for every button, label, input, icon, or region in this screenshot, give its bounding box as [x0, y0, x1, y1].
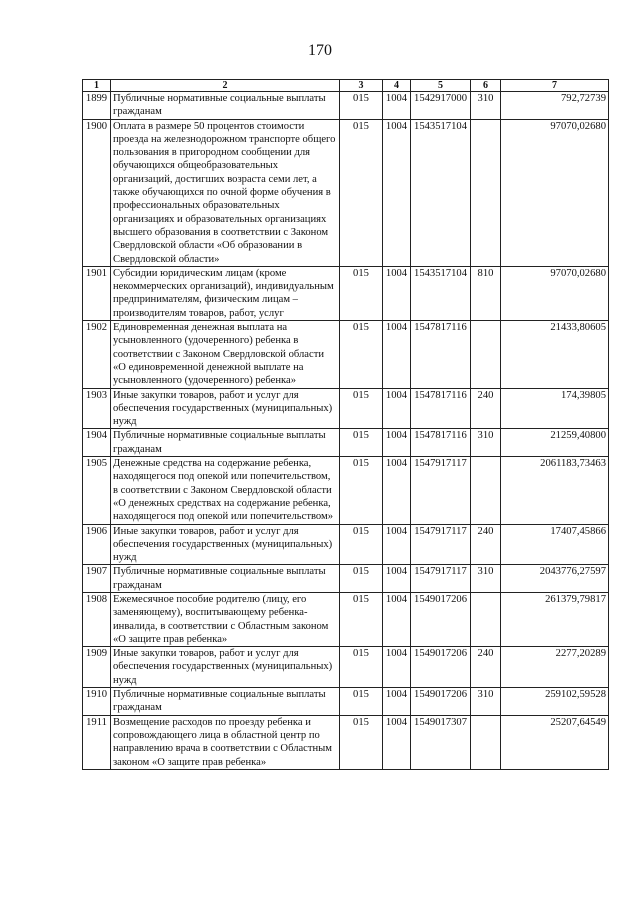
row-number: 1909	[83, 647, 111, 688]
row-section-code: 1004	[383, 688, 411, 716]
row-name: Возмещение расходов по проезду ребенка и сопровождающего лица в областной центр по направлению врача в соответствии с Областным законом «О защите прав ребенка»	[111, 715, 340, 769]
row-number: 1907	[83, 565, 111, 593]
row-number: 1901	[83, 266, 111, 320]
row-amount: 2043776,27597	[501, 565, 609, 593]
table-row	[83, 647, 609, 688]
row-name: Иные закупки товаров, работ и услуг для обеспечения государственных (муниципальных) нужд	[111, 647, 340, 688]
row-ministry-code: 015	[340, 388, 383, 429]
row-number: 1904	[83, 429, 111, 457]
table-row	[83, 266, 609, 320]
row-number: 1900	[83, 119, 111, 266]
row-target-code: 1543517104	[411, 119, 471, 266]
row-section-code: 1004	[383, 321, 411, 388]
row-ministry-code: 015	[340, 429, 383, 457]
row-number: 1908	[83, 592, 111, 646]
row-section-code: 1004	[383, 592, 411, 646]
row-amount: 259102,59528	[501, 688, 609, 716]
row-number: 1899	[83, 92, 111, 120]
header-row	[83, 80, 609, 92]
row-number: 1905	[83, 457, 111, 524]
header-col-7: 7	[501, 80, 609, 92]
row-amount: 25207,64549	[501, 715, 609, 769]
header-col-1: 1	[83, 80, 111, 92]
row-section-code: 1004	[383, 119, 411, 266]
row-ministry-code: 015	[340, 592, 383, 646]
row-amount: 174,39805	[501, 388, 609, 429]
row-expense-type: 310	[471, 688, 501, 716]
header-col-6: 6	[471, 80, 501, 92]
row-number: 1906	[83, 524, 111, 565]
row-ministry-code: 015	[340, 715, 383, 769]
row-ministry-code: 015	[340, 524, 383, 565]
row-ministry-code: 015	[340, 565, 383, 593]
row-target-code: 1549017206	[411, 647, 471, 688]
row-amount: 2277,20289	[501, 647, 609, 688]
row-target-code: 1547817116	[411, 388, 471, 429]
table-row	[83, 321, 609, 388]
row-name: Публичные нормативные социальные выплаты гражданам	[111, 688, 340, 716]
row-number: 1910	[83, 688, 111, 716]
row-number: 1911	[83, 715, 111, 769]
table-row	[83, 688, 609, 716]
row-name: Ежемесячное пособие родителю (лицу, его заменяющему), воспитывающему ребенка-инвалида, в соответствии с Областным законом «О защите прав ребенка»	[111, 592, 340, 646]
row-target-code: 1547817116	[411, 321, 471, 388]
row-name: Оплата в размере 50 процентов стоимости проезда на железнодорожном транспорте общего пользования в пригородном сообщении для обучающихся общеобразовательных организаций, достигших возраста семи лет, а также обучающихся по очной форме обучения в профессиональных образовательных организациях и образовательных организациях высшего образования в соответствии с Законом Свердловской области «Об образовании в Свердловской области»	[111, 119, 340, 266]
row-amount: 17407,45866	[501, 524, 609, 565]
row-amount: 2061183,73463	[501, 457, 609, 524]
row-amount: 21259,40800	[501, 429, 609, 457]
row-target-code: 1549017307	[411, 715, 471, 769]
row-name: Публичные нормативные социальные выплаты гражданам	[111, 565, 340, 593]
row-section-code: 1004	[383, 266, 411, 320]
table-row	[83, 429, 609, 457]
row-expense-type	[471, 119, 501, 266]
row-name: Субсидии юридическим лицам (кроме некоммерческих организаций), индивидуальным предпринимателям, физическим лицам – производителям товаров, работ, услуг	[111, 266, 340, 320]
row-expense-type	[471, 321, 501, 388]
row-section-code: 1004	[383, 388, 411, 429]
row-section-code: 1004	[383, 92, 411, 120]
row-ministry-code: 015	[340, 92, 383, 120]
row-expense-type: 810	[471, 266, 501, 320]
row-amount: 261379,79817	[501, 592, 609, 646]
table-row	[83, 565, 609, 593]
row-target-code: 1542917000	[411, 92, 471, 120]
row-name: Публичные нормативные социальные выплаты гражданам	[111, 429, 340, 457]
row-target-code: 1549017206	[411, 688, 471, 716]
row-ministry-code: 015	[340, 266, 383, 320]
row-amount: 97070,02680	[501, 266, 609, 320]
row-target-code: 1547817116	[411, 429, 471, 457]
row-ministry-code: 015	[340, 688, 383, 716]
row-section-code: 1004	[383, 524, 411, 565]
table-row	[83, 715, 609, 769]
row-target-code: 1547917117	[411, 524, 471, 565]
row-target-code: 1547917117	[411, 457, 471, 524]
header-col-4: 4	[383, 80, 411, 92]
row-section-code: 1004	[383, 715, 411, 769]
table-row	[83, 592, 609, 646]
row-amount: 21433,80605	[501, 321, 609, 388]
page-number: 170	[308, 42, 332, 59]
row-name: Единовременная денежная выплата на усыновленного (удочеренного) ребенка в соответствии с Законом Свердловской области «О единовременной денежной выплате на усыновленного (удочеренного) ребенка»	[111, 321, 340, 388]
row-name: Иные закупки товаров, работ и услуг для обеспечения государственных (муниципальных) нужд	[111, 388, 340, 429]
row-name: Публичные нормативные социальные выплаты гражданам	[111, 92, 340, 120]
row-expense-type	[471, 592, 501, 646]
table-row	[83, 92, 609, 120]
table-row	[83, 119, 609, 266]
row-expense-type: 310	[471, 92, 501, 120]
header-col-2: 2	[111, 80, 340, 92]
row-expense-type: 240	[471, 524, 501, 565]
row-expense-type	[471, 457, 501, 524]
row-expense-type: 240	[471, 647, 501, 688]
row-amount: 792,72739	[501, 92, 609, 120]
row-name: Денежные средства на содержание ребенка, находящегося под опекой или попечительством, в соответствии с Законом Свердловской области «О денежных средствах на содержание ребенка, находящегося под опекой или попечительством»	[111, 457, 340, 524]
budget-table	[82, 79, 609, 770]
table-row	[83, 457, 609, 524]
row-amount: 97070,02680	[501, 119, 609, 266]
row-section-code: 1004	[383, 647, 411, 688]
row-section-code: 1004	[383, 457, 411, 524]
row-target-code: 1549017206	[411, 592, 471, 646]
row-target-code: 1547917117	[411, 565, 471, 593]
row-ministry-code: 015	[340, 119, 383, 266]
row-name: Иные закупки товаров, работ и услуг для обеспечения государственных (муниципальных) нужд	[111, 524, 340, 565]
row-section-code: 1004	[383, 429, 411, 457]
row-expense-type	[471, 715, 501, 769]
row-number: 1903	[83, 388, 111, 429]
row-ministry-code: 015	[340, 647, 383, 688]
row-expense-type: 240	[471, 388, 501, 429]
row-ministry-code: 015	[340, 321, 383, 388]
header-col-3: 3	[340, 80, 383, 92]
row-section-code: 1004	[383, 565, 411, 593]
table-row	[83, 388, 609, 429]
row-number: 1902	[83, 321, 111, 388]
header-col-5: 5	[411, 80, 471, 92]
table-row	[83, 524, 609, 565]
row-expense-type: 310	[471, 565, 501, 593]
row-ministry-code: 015	[340, 457, 383, 524]
row-target-code: 1543517104	[411, 266, 471, 320]
row-expense-type: 310	[471, 429, 501, 457]
